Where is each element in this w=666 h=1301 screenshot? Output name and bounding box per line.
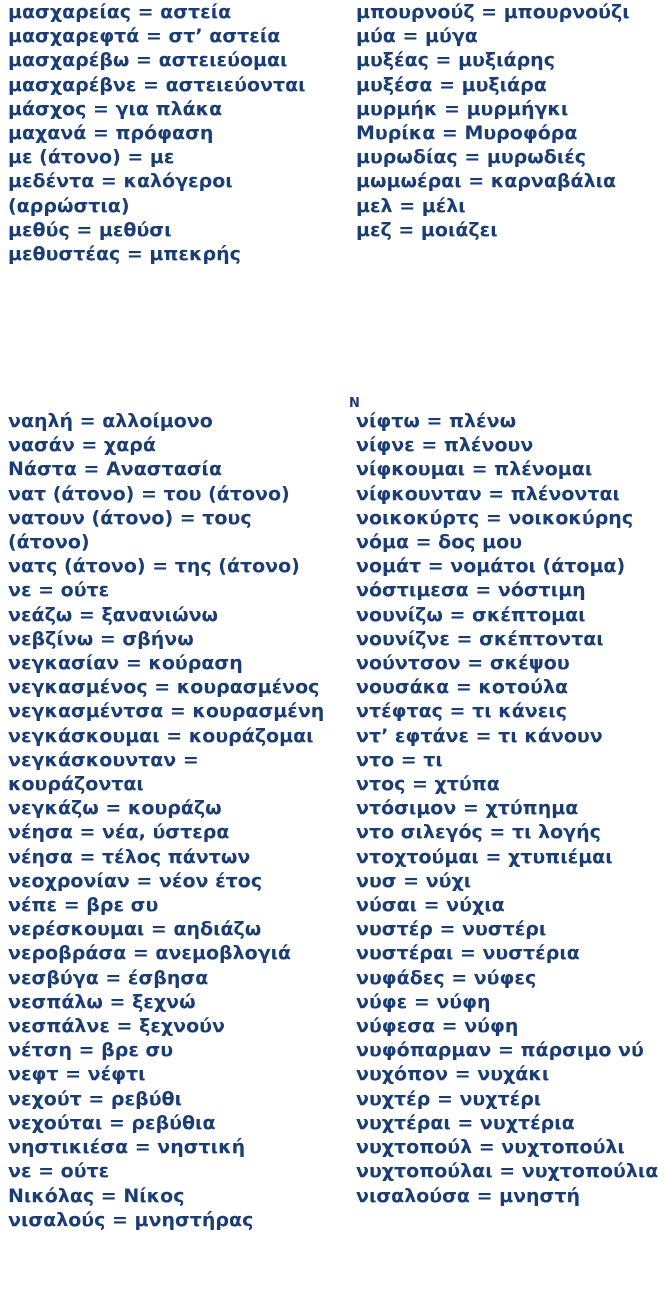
glossary-entry: νυστέρ = νυστέρι [356, 918, 547, 941]
glossary-entry: νουνίζνε = σκέπτονται [356, 627, 604, 650]
glossary-entry: νατουν (άτονο) = τους [8, 506, 252, 529]
glossary-entry: νισαλούσα = μνηστή [356, 1184, 581, 1207]
glossary-entry: ντέφτας = τι κάνεις [356, 700, 567, 723]
glossary-entry: νούντσον = σκέψου [356, 652, 570, 675]
glossary-entry: μεθυστέας = μπεκρής [8, 243, 241, 266]
top-right-column [356, 0, 630, 242]
glossary-entry: νατ (άτονο) = του (άτονο) [8, 482, 290, 505]
glossary-entry: νυχτέραι = νυχτέρια [356, 1111, 575, 1134]
glossary-entry: νισαλούς = μνηστήρας [8, 1208, 254, 1231]
glossary-entry: ντος = χτύπα [356, 773, 500, 796]
glossary-entry: μασχαρεφτά = στ’ αστεία [8, 25, 281, 48]
glossary-entry: Μυρίκα = Μυροφόρα [356, 122, 578, 145]
glossary-entry: (αρρώστια) [8, 194, 130, 217]
glossary-entry: νεάζω = ξανανιώνω [8, 603, 219, 626]
glossary-entry: νηστικιέσα = νηστική [8, 1136, 246, 1159]
glossary-entry: νεσπάλνε = ξεχνούν [8, 1015, 225, 1038]
bottom-left-column [8, 409, 324, 1232]
glossary-entry: μασχαρείας = αστεία [8, 1, 232, 23]
glossary-entry: ντο σιλεγός = τι λογής [356, 821, 601, 844]
glossary-entry: ντόσιμον = χτύπημα [356, 797, 579, 820]
glossary-entry: νυχτέρ = νυχτέρι [356, 1087, 542, 1110]
glossary-entry: νέπε = βρε συ [8, 894, 159, 917]
glossary-entry: νύφεσα = νύφη [356, 1015, 519, 1038]
glossary-entry: νουνίζω = σκέπτομαι [356, 603, 586, 626]
glossary-entry: νυφόπαρμαν = πάρσιμο νύ [356, 1039, 644, 1062]
glossary-entry: νε = ούτε [8, 579, 110, 602]
glossary-entry: νέησα = νέα, ύστερα [8, 821, 230, 844]
glossary-entry: νεγκάσκουνταν = [8, 748, 199, 771]
glossary-entry: νύσαι = νύχια [356, 894, 505, 917]
glossary-entry: μυξέσα = μυξιάρα [356, 73, 547, 96]
glossary-entry: νεβζίνω = σβήνω [8, 627, 194, 650]
glossary-entry: νεγκασίαν = κούραση [8, 652, 243, 675]
glossary-entry: νεοχρονίαν = νέον έτος [8, 869, 263, 892]
glossary-entry: νεσπάλω = ξεχνώ [8, 990, 196, 1013]
glossary-entry: νυχτοπούλ = νυχτοπούλι [356, 1136, 625, 1159]
glossary-entry: μεζ = μοιάζει [356, 218, 498, 241]
glossary-entry: Νάστα = Αναστασία [8, 458, 223, 481]
glossary-entry: νυχτοπούλαι = νυχτοπούλια [356, 1160, 659, 1183]
glossary-entry: νυστέραι = νυστέρια [356, 942, 580, 965]
glossary-entry: ναηλή = αλλοίμονο [8, 410, 213, 432]
glossary-entry: μυρμήκ = μυρμήγκι [356, 97, 569, 120]
glossary-entry: Νικόλας = Νίκος [8, 1184, 185, 1207]
glossary-entry: νόστιμεσα = νόστιμη [356, 579, 586, 602]
glossary-entry: νοικοκύρτς = νοικοκύρης [356, 506, 634, 529]
glossary-entry: νόμα = δος μου [356, 531, 523, 554]
glossary-entry: νέησα = τέλος πάντων [8, 845, 251, 868]
glossary-entry: μεδέντα = καλόγεροι [8, 170, 233, 193]
glossary-entry: νεσβύγα = έσβησα [8, 966, 209, 989]
glossary-entry: κουράζονται [8, 773, 144, 796]
glossary-entry: νυχόπον = νυχάκι [356, 1063, 550, 1086]
glossary-entry: νερέσκουμαι = αηδιάζω [8, 918, 262, 941]
glossary-entry: νυσ = νύχι [356, 869, 472, 892]
glossary-entry: ντοχτούμαι = χτυπιέμαι [356, 845, 613, 868]
glossary-entry: νεχούται = ρεβύθια [8, 1111, 216, 1134]
glossary-entry: μυρωδίας = μυρωδιές [356, 146, 587, 169]
glossary-entry: μυξέας = μυξιάρης [356, 49, 555, 72]
glossary-entry: νεγκασμένος = κουρασμένος [8, 676, 320, 699]
glossary-entry: μπουρνούζ = μπουρνούζι [356, 1, 630, 23]
glossary-entry: νε = ούτε [8, 1160, 110, 1183]
bottom-right-column [356, 409, 658, 1208]
glossary-entry: νίφκουμαι = πλένομαι [356, 458, 593, 481]
glossary-entry: νασάν = χαρά [8, 434, 156, 457]
glossary-entry: ντ’ εφτάνε = τι κάνουν [356, 724, 603, 747]
glossary-entry: ντο = τι [356, 748, 443, 771]
glossary-entry: μασχαρέβω = αστειεύομαι [8, 49, 288, 72]
glossary-entry: μαχανά = πρόφαση [8, 122, 214, 145]
glossary-entry: νομάτ = νομάτοι (άτομα) [356, 555, 626, 578]
glossary-entry: (άτονο) [8, 531, 90, 554]
glossary-entry: νατς (άτονο) = της (άτονο) [8, 555, 300, 578]
glossary-entry: μασχαρέβνε = αστειεύονται [8, 73, 306, 96]
top-left-column [8, 0, 306, 266]
glossary-entry: μύα = μύγα [356, 25, 478, 48]
glossary-entry: νέτση = βρε συ [8, 1039, 174, 1062]
glossary-entry: νίφνε = πλένουν [356, 434, 534, 457]
glossary-entry: νεγκάζω = κουράζω [8, 797, 222, 820]
glossary-entry: νεγκάσκουμαι = κουράζομαι [8, 724, 314, 747]
glossary-entry: νεροβράσα = ανεμοβλογιά [8, 942, 292, 965]
glossary-entry: νεγκασμέντσα = κουρασμένη [8, 700, 325, 723]
glossary-entry: με (άτονο) = με [8, 146, 175, 169]
glossary-entry: μωμωέραι = καρναβάλια [356, 170, 617, 193]
glossary-entry: νεφτ = νέφτι [8, 1063, 146, 1086]
glossary-entry: νύφε = νύφη [356, 990, 491, 1013]
glossary-entry: νίφτω = πλένω [356, 410, 517, 432]
glossary-entry: νεχούτ = ρεβύθι [8, 1087, 182, 1110]
glossary-entry: νυφάδες = νύφες [356, 966, 537, 989]
glossary-entry: μεθύς = μεθύσι [8, 218, 172, 241]
glossary-entry: μάσχος = για πλάκα [8, 97, 223, 120]
section-letter-heading: N [349, 396, 360, 411]
glossary-entry: νουσάκα = κοτούλα [356, 676, 569, 699]
glossary-entry: μελ = μέλι [356, 194, 466, 217]
glossary-entry: νίφκουνταν = πλένονται [356, 482, 620, 505]
